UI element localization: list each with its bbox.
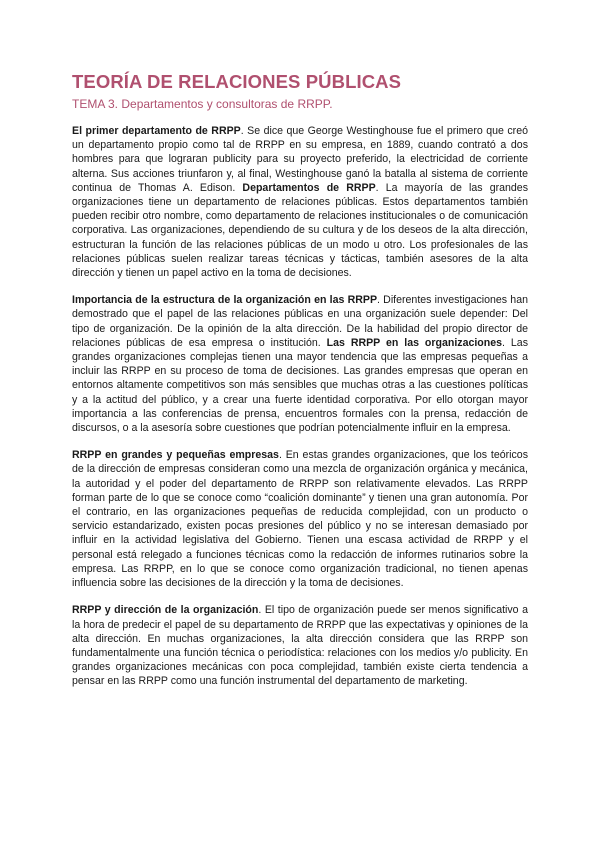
paragraph-text: . Se dice que George Westinghouse fue el primero que creó un departamento propio como tal de RRPP en su empresa, en 1889, cuando contrató a dos hombres para que lograran publicity para su proyecto preferido, la electricidad de corriente alterna. Sus acciones triunfaron y, al final, Westinghouse ganó la batalla al sistema de corriente continua de Thomas A. Edison. (72, 125, 528, 194)
paragraph-grandes-pequenas (72, 448, 528, 590)
paragraph-text: . Las grandes organizaciones complejas tienen una mayor tendencia que las empresas pequeñas a incluir las RRPP en su proceso de toma de decisiones. Las grandes empresas que operan en entornos altamente competitivos son más sensibles que muchas otras a las cuestiones políticas y a la actitud del público, y a crear una fuerte identidad corporativa. Por ello otorgan mayor importancia a las conferencias de prensa, encuentros formales con la prensa, redacción de discursos, o a la asesoría sobre cuestiones que podrían potencialmente influir en la empresa. (72, 336, 528, 435)
paragraph-heading: Importancia de la estructura de la organización en las RRPP (72, 294, 378, 307)
paragraph-direccion-organizacion (72, 603, 528, 688)
paragraph-inline-heading: Las RRPP en las organizaciones (326, 336, 503, 349)
paragraph-primer-departamento (72, 124, 528, 280)
paragraph-heading: RRPP y dirección de la organización (72, 604, 259, 617)
document-title: TEORÍA DE RELACIONES PÚBLICAS (72, 71, 402, 92)
paragraph-text: . El tipo de organización puede ser menos significativo a la hora de predecir el papel de su departamento de RRPP que las expectativas y opiniones de la alta dirección. En muchas organizaciones, la alta dirección considera que las RRPP son fundamentalmente una función técnica o periodística: relaciones con los medios y/o publicity. En grandes organizaciones mecánicas con poca complejidad, también existe cierta tendencia a pensar en las RRPP como una función instrumental del departamento de marketing. (72, 604, 528, 688)
paragraph-text: . La mayoría de las grandes organizaciones tiene un departamento de relaciones públicas. Estos departamentos también pueden recibir otro nombre, como departamento de relaciones institucionales o de comunicación corporativa. Las organizaciones, dependiendo de su cultura y de los deseos de la alta dirección, estructuran la función de las relaciones públicas de un modo u otro. Los profesionales de las relaciones públicas suelen realizar tareas técnicas y tácticas, también asesores de la alta dirección y tienen un papel activo en la toma de decisiones. (72, 181, 528, 280)
document-subtitle: TEMA 3. Departamentos y consultoras de RRPP. (72, 97, 333, 111)
document-page (72, 70, 528, 689)
paragraph-inline-heading: Departamentos de RRPP (242, 181, 376, 194)
paragraph-text: . Diferentes investigaciones han demostrado que el papel de las relaciones públicas en una organización suele depender: Del tipo de organización. De la opinión de la alta dirección. De la habilidad del propio director de relaciones públicas de esa empresa o institución. (72, 294, 528, 349)
paragraph-heading: RRPP en grandes y pequeñas empresas (72, 449, 279, 462)
paragraph-text: . En estas grandes organizaciones, que los teóricos de la dirección de empresas consideran como una mezcla de organización orgánica y mecánica, la autoridad y el poder del departamento de RRPP son relativamente elevados. Las RRPP forman parte de lo que se conoce como “coalición dominante” y tienen una gran autonomía. Por el contrario, en las organizaciones pequeñas de reducida complejidad, con un producto o servicio estandarizado, existen pocas presiones del público y no se interesan demasiado por influir en la actividad legislativa del Gobierno. Tienen una escasa actividad de RRPP y el personal está relegado a funciones técnicas como la redacción de informes rutinarios sobre la empresa. Las RRPP, en lo que se conoce como organización tradicional, no tienen apenas influencia sobre las decisiones de la dirección y la toma de decisiones. (72, 449, 528, 590)
paragraph-heading: El primer departamento de RRPP (72, 125, 241, 137)
paragraph-importancia-estructura (72, 293, 528, 435)
